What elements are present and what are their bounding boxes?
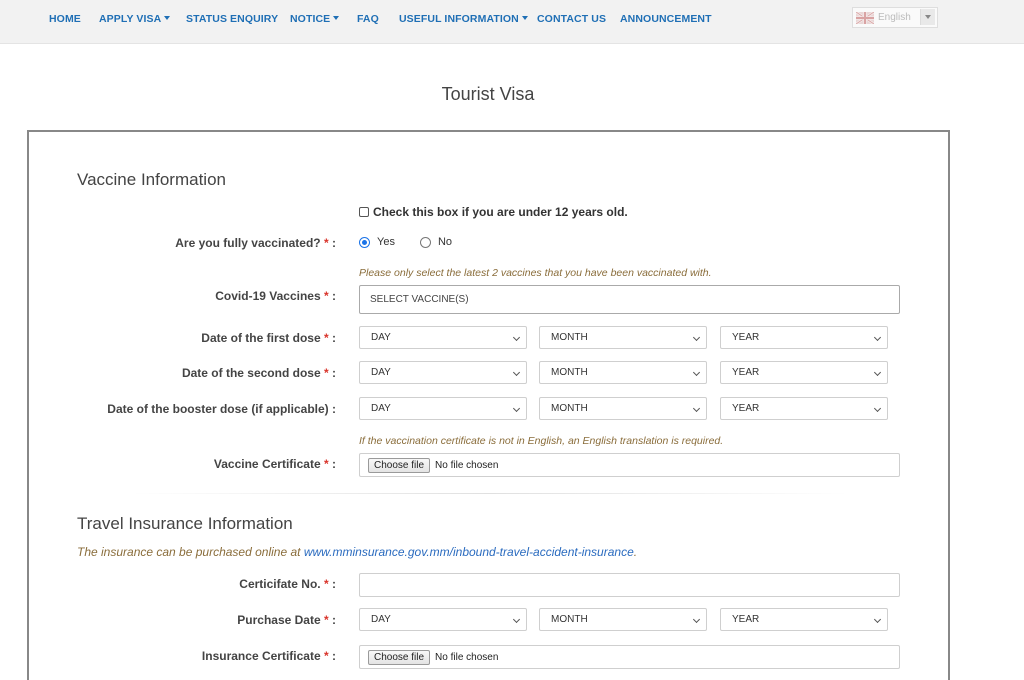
label-colon: : xyxy=(332,289,336,303)
nav-home[interactable] xyxy=(49,13,81,25)
second-dose-day-value: DAY xyxy=(371,367,391,378)
nav-home-label: HOME xyxy=(49,13,81,25)
insurance-file-status: No file chosen xyxy=(435,651,499,663)
label-colon: : xyxy=(332,366,336,380)
first-dose-label xyxy=(201,331,336,345)
top-navbar xyxy=(0,0,1024,44)
language-selector[interactable] xyxy=(852,7,938,28)
booster-dose-year-value: YEAR xyxy=(732,403,760,414)
purchase-date-month-select[interactable] xyxy=(539,608,707,631)
language-dropdown-icon[interactable] xyxy=(920,9,935,25)
vaccine-certificate-file-input[interactable] xyxy=(359,453,900,477)
vaccine-file-status: No file chosen xyxy=(435,459,499,471)
caret-down-icon xyxy=(522,16,528,20)
radio-no[interactable] xyxy=(420,236,452,248)
first-dose-label-text: Date of the first dose xyxy=(201,331,321,345)
booster-dose-month-select[interactable] xyxy=(539,397,707,420)
nav-contact-us-label: CONTACT US xyxy=(537,13,607,25)
chevron-down-icon xyxy=(693,405,700,412)
first-dose-year-select[interactable] xyxy=(720,326,888,349)
fully-vaccinated-label-text: Are you fully vaccinated? xyxy=(175,236,321,250)
chevron-down-icon xyxy=(874,369,881,376)
page-title: Tourist Visa xyxy=(441,84,535,104)
first-dose-day-select[interactable] xyxy=(359,326,527,349)
first-dose-month-select[interactable] xyxy=(539,326,707,349)
chevron-down-icon xyxy=(874,405,881,412)
certificate-no-input[interactable] xyxy=(359,573,900,597)
insurance-link[interactable]: www.mminsurance.gov.mm/inbound-travel-accident-insurance xyxy=(303,545,634,559)
nav-notice[interactable] xyxy=(290,13,339,25)
booster-dose-label: Date of the booster dose (if applicable) : xyxy=(107,402,336,416)
insurance-certificate-label-text: Insurance Certificate xyxy=(201,649,321,663)
nav-useful-information-label: USEFUL INFORMATION xyxy=(399,13,519,25)
required-marker: * xyxy=(323,366,329,380)
second-dose-label xyxy=(182,366,336,380)
label-colon: : xyxy=(332,577,336,591)
radio-yes[interactable] xyxy=(359,236,395,248)
nav-status-enquiry[interactable] xyxy=(186,13,278,25)
nav-faq[interactable] xyxy=(357,13,379,25)
purchase-date-year-value: YEAR xyxy=(732,614,760,625)
label-colon: : xyxy=(332,613,336,627)
nav-announcement[interactable] xyxy=(620,13,712,25)
label-colon: : xyxy=(332,331,336,345)
section-divider xyxy=(130,493,850,494)
booster-dose-day-select[interactable] xyxy=(359,397,527,420)
uk-flag-icon xyxy=(856,12,874,24)
chevron-down-icon xyxy=(693,334,700,341)
nav-useful-information[interactable] xyxy=(399,13,528,25)
nav-status-enquiry-label: STATUS ENQUIRY xyxy=(186,13,279,25)
insurance-note xyxy=(77,545,637,559)
latest-vaccines-note: Please only select the latest 2 vaccines that you have been vaccinated with. xyxy=(359,267,712,279)
radio-no-label: No xyxy=(437,236,453,248)
fully-vaccinated-radio-group xyxy=(359,236,477,248)
insurance-certificate-file-input[interactable] xyxy=(359,645,900,669)
chevron-down-icon xyxy=(513,334,520,341)
certificate-no-label-text: Certicifate No. xyxy=(239,577,321,591)
chevron-down-icon xyxy=(874,616,881,623)
chevron-down-icon xyxy=(513,405,520,412)
nav-apply-visa[interactable] xyxy=(99,13,170,25)
required-marker: * xyxy=(323,331,329,345)
nav-announcement-label: ANNOUNCEMENT xyxy=(620,13,712,25)
required-marker: * xyxy=(323,236,329,250)
under-12-label: Check this box if you are under 12 years old. xyxy=(373,205,628,219)
nav-contact-us[interactable] xyxy=(537,13,606,25)
required-marker: * xyxy=(323,649,329,663)
chevron-down-icon xyxy=(513,616,520,623)
vaccine-certificate-label xyxy=(214,457,336,471)
vaccine-section-title: Vaccine Information xyxy=(77,170,226,189)
purchase-date-label xyxy=(237,613,336,627)
insurance-certificate-label xyxy=(202,649,336,663)
covid-vaccines-label xyxy=(215,289,336,303)
first-dose-month-value: MONTH xyxy=(551,332,588,343)
required-marker: * xyxy=(323,613,329,627)
radio-yes-label: Yes xyxy=(377,236,395,248)
second-dose-day-select[interactable] xyxy=(359,361,527,384)
label-colon: : xyxy=(332,649,336,663)
radio-no-circle[interactable] xyxy=(420,237,431,248)
chevron-down-icon xyxy=(874,334,881,341)
vaccine-certificate-label-text: Vaccine Certificate xyxy=(213,457,321,471)
purchase-date-day-select[interactable] xyxy=(359,608,527,631)
required-marker: * xyxy=(323,577,329,591)
caret-down-icon xyxy=(164,16,170,20)
under-12-checkbox-row[interactable] xyxy=(359,205,628,219)
insurance-choose-file-button[interactable]: Choose file xyxy=(368,650,430,665)
covid-vaccines-select[interactable]: SELECT VACCINE(S) xyxy=(359,285,900,314)
first-dose-day-value: DAY xyxy=(371,332,391,343)
chevron-down-icon xyxy=(513,369,520,376)
purchase-date-year-select[interactable] xyxy=(720,608,888,631)
purchase-date-label-text: Purchase Date xyxy=(237,613,321,627)
label-colon: : xyxy=(332,457,336,471)
under-12-checkbox[interactable] xyxy=(359,207,369,217)
label-colon: : xyxy=(332,236,336,250)
nav-faq-label: FAQ xyxy=(357,13,379,25)
chevron-down-icon xyxy=(693,616,700,623)
second-dose-month-value: MONTH xyxy=(551,367,588,378)
booster-dose-day-value: DAY xyxy=(371,403,391,414)
chevron-down-icon xyxy=(693,369,700,376)
booster-dose-year-select[interactable] xyxy=(720,397,888,420)
fully-vaccinated-label xyxy=(175,236,336,250)
insurance-section-title: Travel Insurance Information xyxy=(77,514,293,533)
first-dose-year-value: YEAR xyxy=(732,332,760,343)
second-dose-year-value: YEAR xyxy=(732,367,760,378)
vaccine-choose-file-button[interactable]: Choose file xyxy=(368,458,430,473)
second-dose-label-text: Date of the second dose xyxy=(181,366,321,380)
caret-down-icon xyxy=(333,16,339,20)
required-marker: * xyxy=(323,289,329,303)
language-label: English xyxy=(878,12,911,23)
translation-note: If the vaccination certificate is not in English, an English translation is required. xyxy=(359,435,724,447)
nav-apply-visa-label: APPLY VISA xyxy=(99,13,162,25)
required-marker: * xyxy=(323,457,329,471)
nav-notice-label: NOTICE xyxy=(290,13,331,25)
second-dose-month-select[interactable] xyxy=(539,361,707,384)
insurance-note-prefix: The insurance can be purchased online at xyxy=(77,545,304,559)
second-dose-year-select[interactable] xyxy=(720,361,888,384)
covid-vaccines-label-text: Covid-19 Vaccines xyxy=(215,289,321,303)
booster-dose-month-value: MONTH xyxy=(551,403,588,414)
insurance-note-suffix: . xyxy=(633,545,638,559)
purchase-date-day-value: DAY xyxy=(371,614,391,625)
radio-yes-circle[interactable] xyxy=(359,237,370,248)
certificate-no-label xyxy=(239,577,336,591)
purchase-date-month-value: MONTH xyxy=(551,614,588,625)
